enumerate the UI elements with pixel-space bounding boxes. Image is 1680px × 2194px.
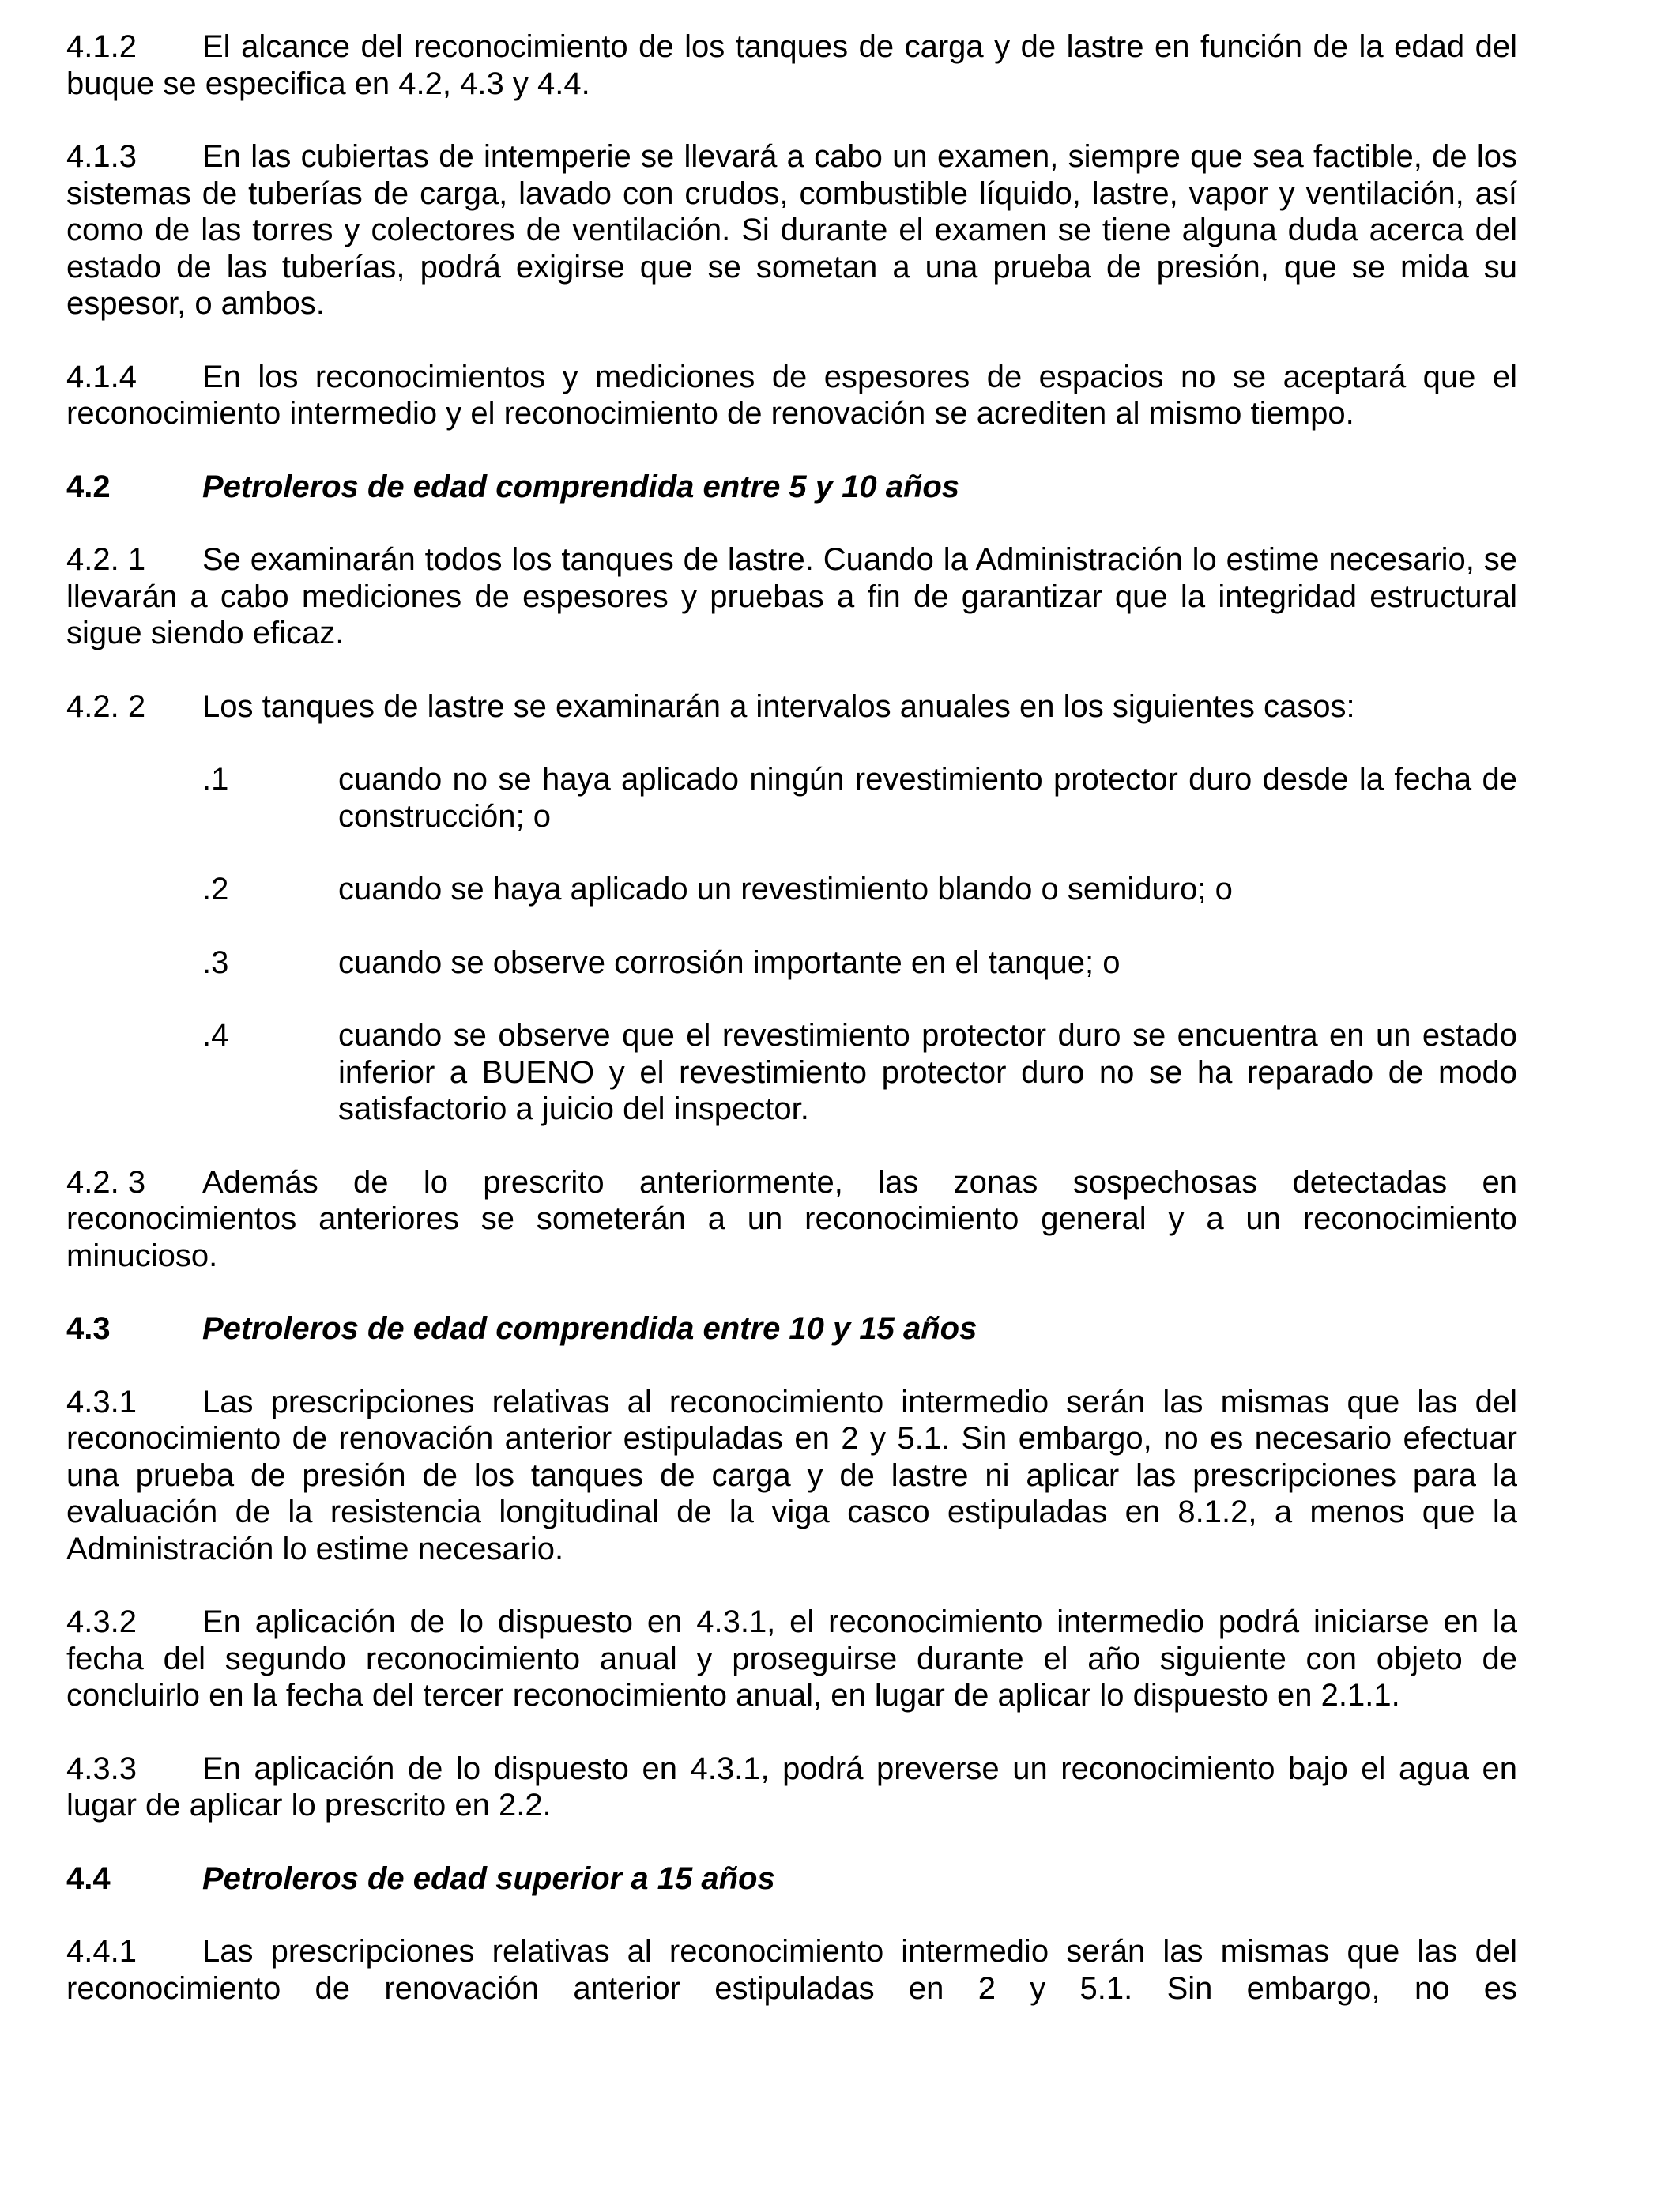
paragraph-number: 4.1.3 — [66, 139, 137, 174]
list-item-text: cuando no se haya aplicado ningún revestimiento protector duro desde la fecha de construcción; o — [338, 762, 1517, 834]
document-page — [66, 28, 1517, 2043]
paragraph-number: 4.3.1 — [66, 1384, 137, 1419]
paragraph-4-1-3 — [66, 138, 1517, 322]
section-heading-4-4 — [66, 1860, 1517, 1898]
paragraph-number: 4.3.2 — [66, 1604, 137, 1639]
section-heading-4-3 — [66, 1310, 1517, 1348]
list-item — [66, 1017, 1517, 1128]
paragraph-4-1-4 — [66, 359, 1517, 432]
list-item-text: cuando se haya aplicado un revestimiento blando o semiduro; o — [338, 872, 1233, 907]
list-item-text: cuando se observe que el revestimiento protector duro se encuentra en un estado inferior a BUENO y el revestimiento protector duro no se ha reparado de modo satisfactorio a juicio del inspector. — [338, 1018, 1517, 1126]
paragraph-number: 4.2. 1 — [66, 542, 146, 577]
list-item — [66, 944, 1517, 982]
paragraph-4-3-3 — [66, 1751, 1517, 1824]
paragraph-4-2-2 — [66, 688, 1517, 726]
section-title: Petroleros de edad superior a 15 años — [202, 1860, 775, 1896]
section-number: 4.4 — [66, 1860, 111, 1896]
section-title: Petroleros de edad comprendida entre 10 y 15 años — [202, 1311, 977, 1346]
paragraph-4-2-1 — [66, 541, 1517, 652]
paragraph-text: Se examinarán todos los tanques de lastre. Cuando la Administración lo estime necesario, se llevarán a cabo mediciones de espesores y pruebas a fin de garantizar que la integridad estructural sigue siendo eficaz. — [66, 542, 1517, 650]
list-marker: .1 — [202, 762, 229, 797]
section-number: 4.3 — [66, 1311, 111, 1346]
section-number: 4.2 — [66, 469, 111, 504]
paragraph-number: 4.3.3 — [66, 1751, 137, 1786]
paragraph-4-3-1 — [66, 1384, 1517, 1568]
paragraph-4-3-2 — [66, 1604, 1517, 1714]
paragraph-4-1-2 — [66, 28, 1517, 102]
list-marker: .2 — [202, 872, 229, 907]
section-heading-4-2 — [66, 469, 1517, 506]
section-title: Petroleros de edad comprendida entre 5 y 10 años — [202, 469, 960, 504]
paragraph-number: 4.2. 2 — [66, 688, 146, 724]
paragraph-text: Los tanques de lastre se examinarán a intervalos anuales en los siguientes casos: — [202, 688, 1355, 724]
paragraph-text: Además de lo prescrito anteriormente, las zonas sospechosas detectadas en reconocimientos anteriores se someterán a un reconocimiento general y a un reconocimiento minucioso. — [66, 1164, 1517, 1273]
paragraph-number: 4.2. 3 — [66, 1164, 146, 1200]
paragraph-text: En las cubiertas de intemperie se llevará a cabo un examen, siempre que sea factible, de los sistemas de tuberías de carga, lavado con crudos, combustible líquido, lastre, vapor y ventilación, así como de las torres y colectores de ventilación. Si durante el examen se tiene alguna duda acerca del estado de las tuberías, podrá exigirse que se sometan a una prueba de presión, que se mida su espesor, o ambos. — [66, 139, 1517, 321]
list-item-text: cuando se observe corrosión importante en el tanque; o — [338, 944, 1121, 980]
list-marker: .4 — [202, 1018, 229, 1053]
paragraph-text: Las prescripciones relativas al reconocimiento intermedio serán las mismas que las del reconocimiento de renovación anterior estipuladas en 2 y 5.1. Sin embargo, no es — [66, 1934, 1517, 2006]
paragraph-text: En aplicación de lo dispuesto en 4.3.1, el reconocimiento intermedio podrá iniciarse en la fecha del segundo reconocimiento anual y proseguirse durante el año siguiente con objeto de concluirlo en la fecha del tercer reconocimiento anual, en lugar de aplicar lo dispuesto en 2.1.1. — [66, 1604, 1517, 1713]
paragraph-text: En aplicación de lo dispuesto en 4.3.1, podrá preverse un reconocimiento bajo el agua en lugar de aplicar lo prescrito en 2.2. — [66, 1751, 1517, 1823]
paragraph-text: Las prescripciones relativas al reconocimiento intermedio serán las mismas que las del reconocimiento de renovación anterior estipuladas en 2 y 5.1. Sin embargo, no es necesario efectuar una prueba de presión de los tanques de carga y de lastre ni aplicar las prescripciones para la evaluación de la resistencia longitudinal de la viga casco estipuladas en 8.1.2, a menos que la Administración lo estime necesario. — [66, 1384, 1517, 1566]
list-item — [66, 761, 1517, 835]
paragraph-number: 4.1.2 — [66, 29, 137, 64]
paragraph-4-4-1 — [66, 1933, 1517, 2007]
paragraph-number: 4.4.1 — [66, 1934, 137, 1969]
paragraph-number: 4.1.4 — [66, 359, 137, 394]
list-marker: .3 — [202, 944, 229, 980]
paragraph-4-2-3 — [66, 1164, 1517, 1275]
list-item — [66, 871, 1517, 908]
paragraph-text: En los reconocimientos y mediciones de espesores de espacios no se aceptará que el reconocimiento intermedio y el reconocimiento de renovación se acrediten al mismo tiempo. — [66, 359, 1517, 431]
paragraph-text: El alcance del reconocimiento de los tanques de carga y de lastre en función de la edad del buque se especifica en 4.2, 4.3 y 4.4. — [66, 29, 1517, 101]
